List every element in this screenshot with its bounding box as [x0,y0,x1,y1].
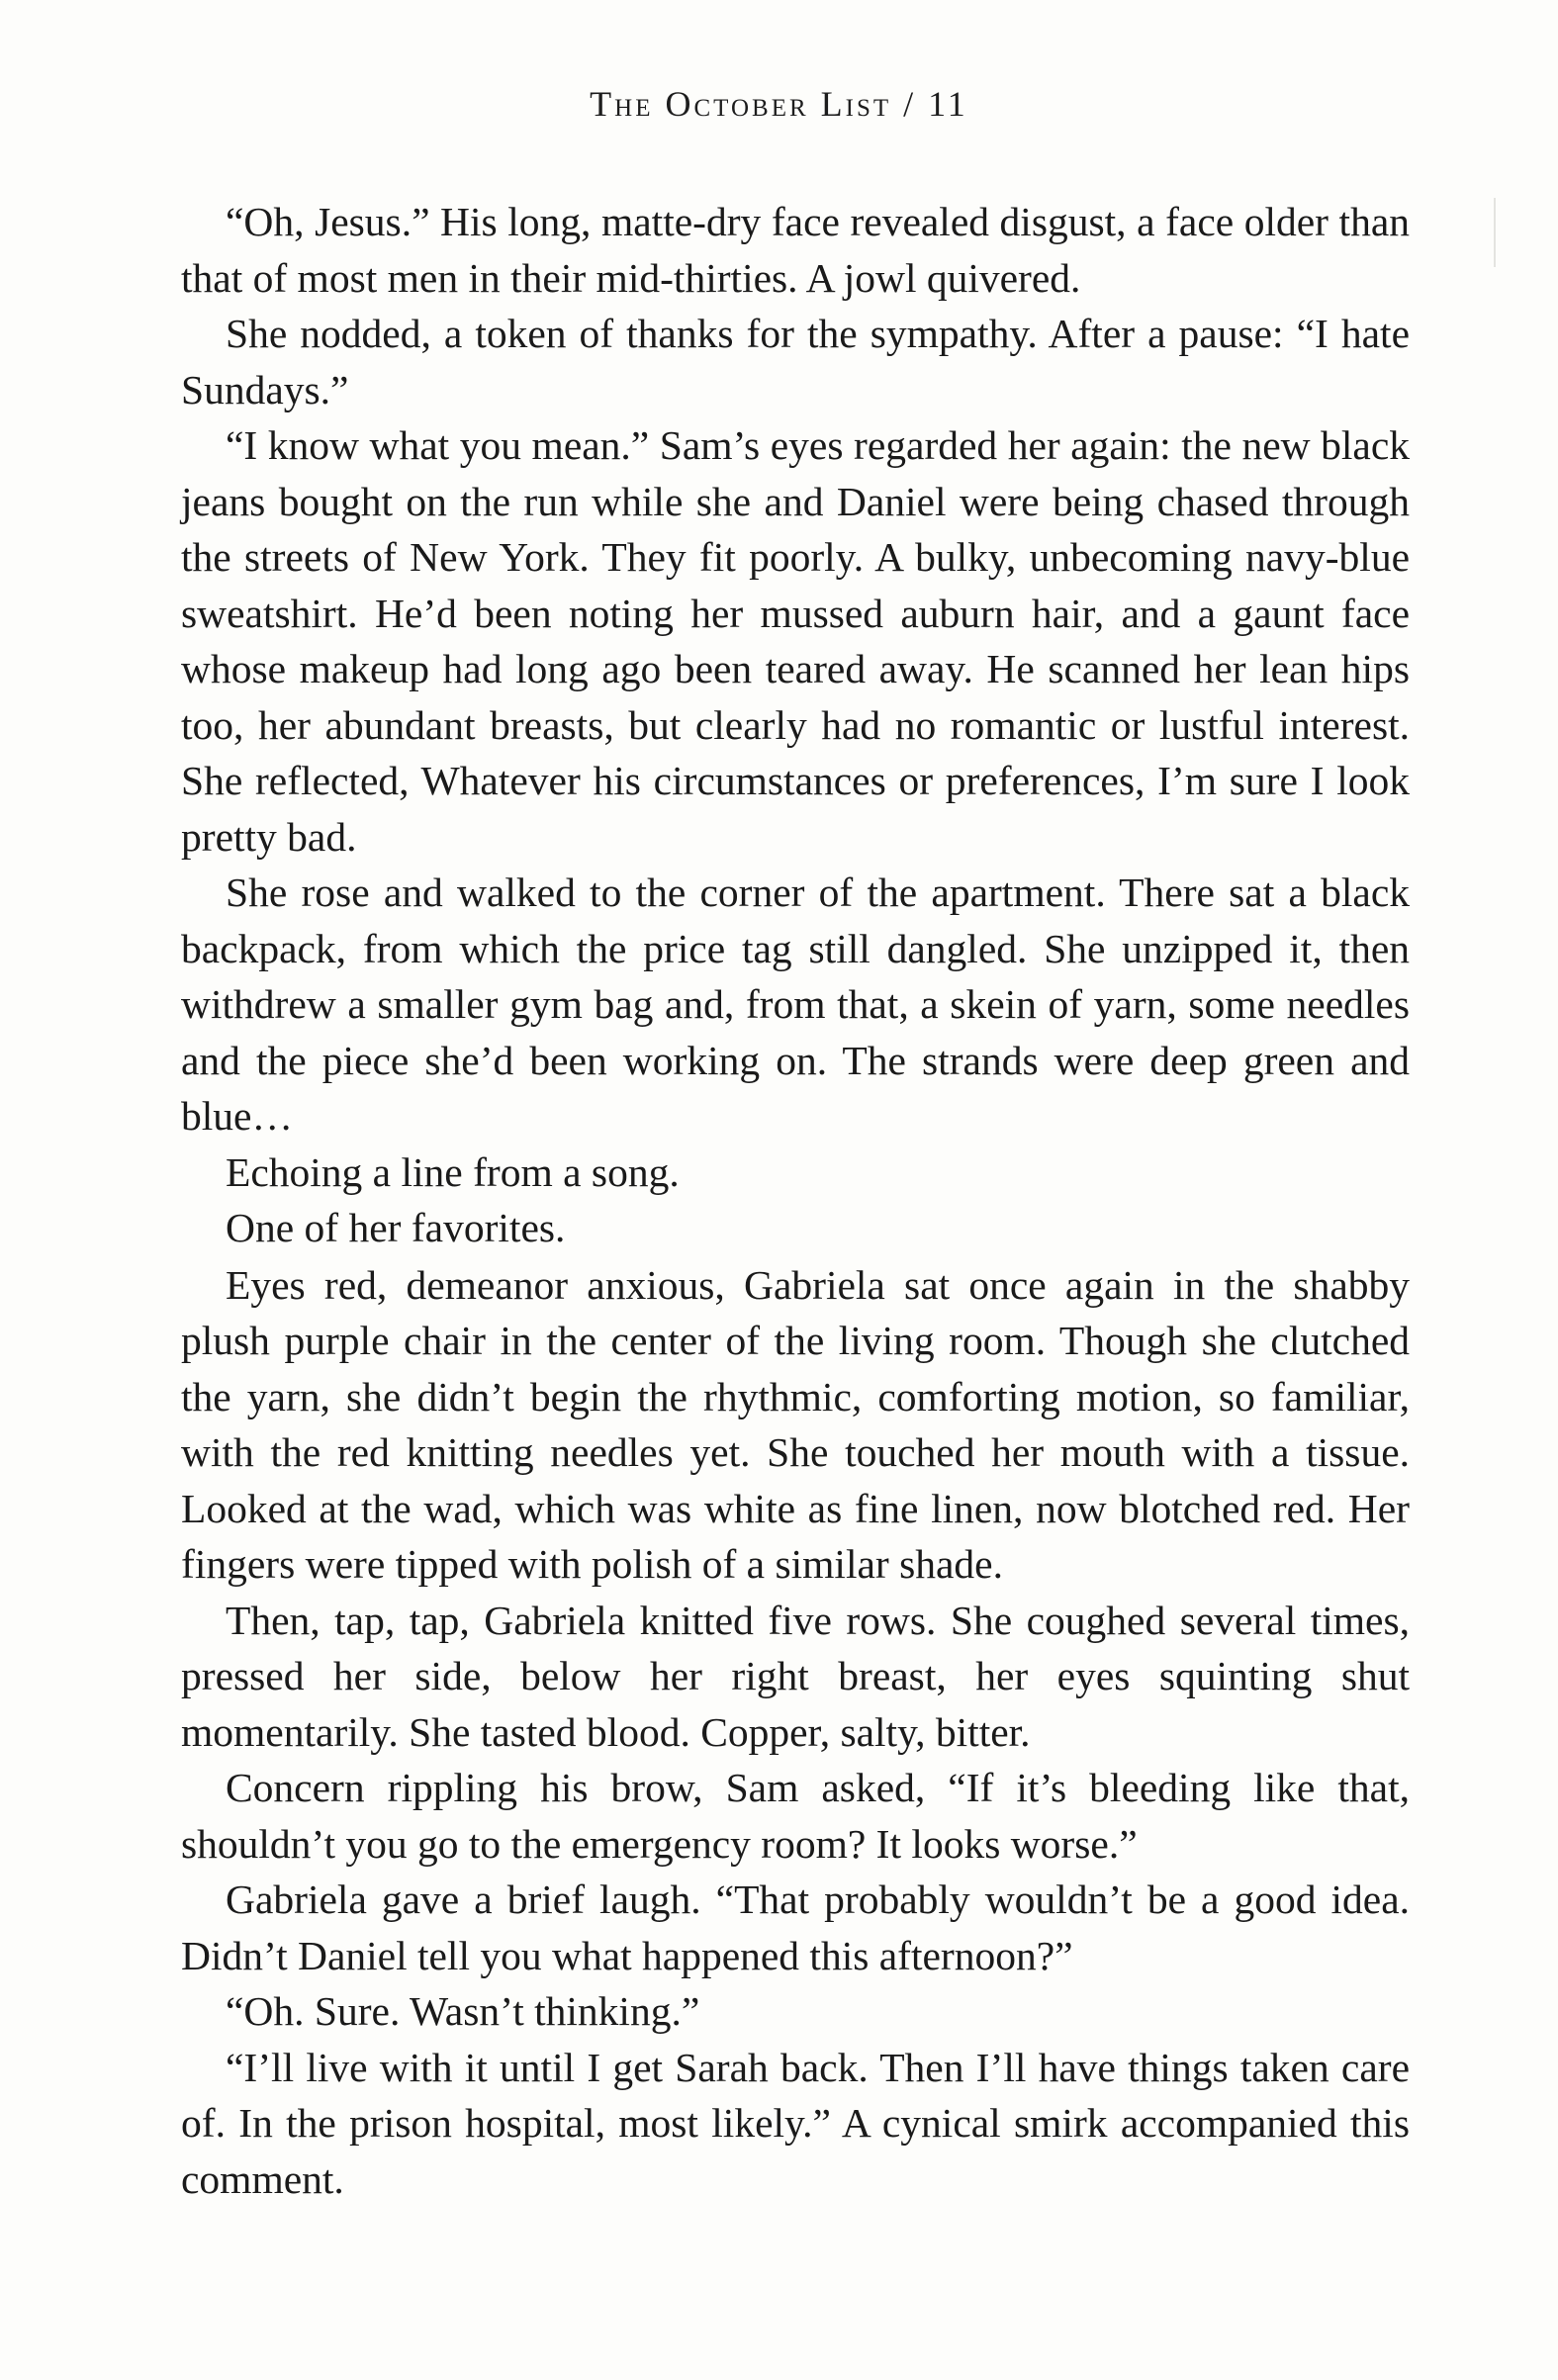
paragraph: “I know what you mean.” Sam’s eyes regarded her again: the new black jeans bought on the run while she and Daniel were being chased through the streets of New York. They fit poorly. A bulky, unbecoming navy-blue sweatshirt. He’d been noting her mussed auburn hair, and a gaunt face whose makeup had long ago been teared away. He scanned her lean hips too, her abundant breasts, but clearly had no romantic or lustful interest. She reflected, Whatever his circumstances or preferences, I’m sure I look pretty bad. [181,422,1410,860]
paragraph: She nodded, a token of thanks for the sympathy. After a pause: “I hate Sundays.” [181,311,1410,412]
scan-artifact [1494,198,1496,267]
paragraph: “I’ll live with it until I get Sarah back. Then I’ll have things taken care of. In the prison hospital, most likely.” A cynical smirk accompanied this comment. [181,2044,1410,2202]
paragraph: Gabriela gave a brief laugh. “That probably wouldn’t be a good idea. Didn’t Daniel tell you what happened this afternoon?” [181,1877,1410,1978]
paragraph: Eyes red, demeanor anxious, Gabriela sat once again in the shabby plush purple chair in the center of the living room. Though she clutched the yarn, she didn’t begin the rhythmic, comforting motion, so familiar, with the red knitting needles yet. She touched her mouth with a tissue. Looked at the wad, which was white as fine linen, now blotched red. Her fingers were tipped with polish of a similar shade. [181,1261,1410,1587]
paragraph: One of her favorites. [226,1205,566,1250]
paragraph: “Oh. Sure. Wasn’t thinking.” [226,1988,700,2034]
paragraph: “Oh, Jesus.” His long, matte-dry face revealed disgust, a face older than that of most men in their mid-thirties. A jowl quivered. [181,199,1410,301]
paragraph: Then, tap, tap, Gabriela knitted five rows. She coughed several times, pressed her side, below her right breast, her eyes squinting shut momentarily. She tasted blood. Copper, salty, bitter. [181,1597,1410,1755]
paragraph: Echoing a line from a song. [226,1148,680,1195]
paragraph: Concern rippling his brow, Sam asked, “If it’s bleeding like that, shouldn’t you go to the emergency room? It looks worse.” [181,1765,1410,1867]
running-head: The October List / 11 [590,84,968,124]
body-text [181,194,1410,2207]
paragraph: She rose and walked to the corner of the apartment. There sat a black backpack, from which the price tag still dangled. She unzipped it, then withdrew a smaller gym bag and, from that, a skein of yarn, some needles and the piece she’d been working on. The strands were deep green and blue… [181,870,1410,1139]
